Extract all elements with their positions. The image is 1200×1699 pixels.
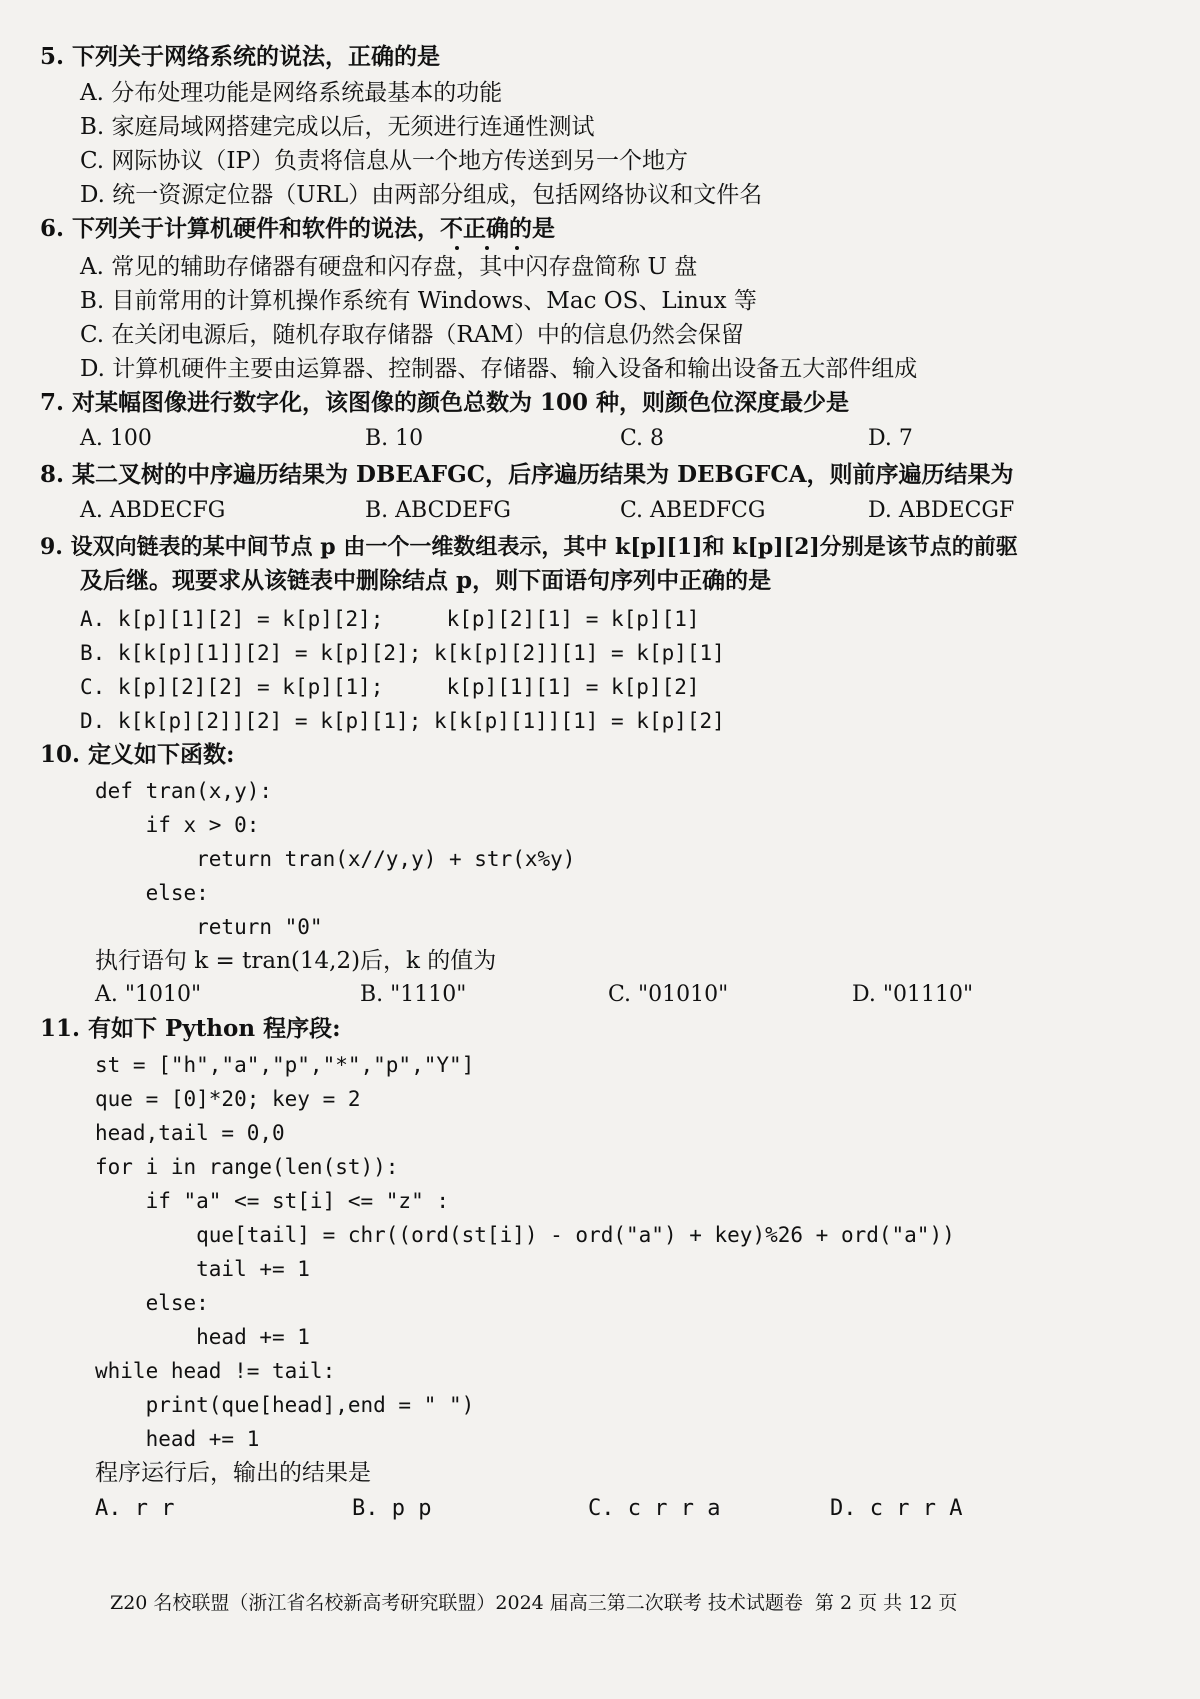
q7-option-a: A. 100: [80, 426, 152, 451]
q11-code-line: tail += 1: [95, 1257, 310, 1281]
q10-option-a: A. "1010": [95, 982, 202, 1007]
q11-code-line: st = ["h","a","p","*","p","Y"]: [95, 1053, 475, 1077]
q8-stem: 8. 某二叉树的中序遍历结果为 DBEAFGC，后序遍历结果为 DEBGFCA，则前序遍历结果为: [40, 461, 1014, 488]
q10-ask: 执行语句 k = tran(14,2)后，k 的值为: [95, 948, 497, 974]
q6-stem: 6. 下列关于计算机硬件和软件的说法，不正确的是: [40, 215, 556, 242]
q5-option-b: B. 家庭局域网搭建完成以后，无须进行连通性测试: [80, 114, 595, 140]
q11-code-line: else:: [95, 1291, 209, 1315]
q5-stem: 5. 下列关于网络系统的说法，正确的是: [40, 43, 441, 70]
emphasis-dot: [515, 246, 519, 250]
q11-stem: 11. 有如下 Python 程序段:: [40, 1015, 341, 1042]
q11-code-line: head += 1: [95, 1325, 310, 1349]
q11-ask: 程序运行后，输出的结果是: [95, 1460, 371, 1486]
q11-code-line: que = [0]*20; key = 2: [95, 1087, 361, 1111]
q9-option-d: D. k[k[p][2]][2] = k[p][1]; k[k[p][1]][1] = k[p][2]: [80, 709, 725, 733]
q11-code-line: head,tail = 0,0: [95, 1121, 285, 1145]
q9-option-a: A. k[p][1][2] = k[p][2]; k[p][2][1] = k[p][1]: [80, 607, 700, 631]
q7-option-d: D. 7: [868, 426, 913, 451]
q11-code-line: for i in range(len(st)):: [95, 1155, 399, 1179]
q5-option-c: C. 网际协议（IP）负责将信息从一个地方传送到另一个地方: [80, 148, 688, 174]
q11-option-d: D. c r r A: [830, 1496, 963, 1521]
q9-option-c: C. k[p][2][2] = k[p][1]; k[p][1][1] = k[p][2]: [80, 675, 700, 699]
q7-stem: 7. 对某幅图像进行数字化，该图像的颜色总数为 100 种，则颜色位深度最少是: [40, 389, 850, 416]
q11-code-line: if "a" <= st[i] <= "z" :: [95, 1189, 450, 1213]
q10-code-line: return tran(x//y,y) + str(x%y): [95, 847, 576, 871]
q6-option-c: C. 在关闭电源后，随机存取存储器（RAM）中的信息仍然会保留: [80, 322, 744, 348]
q11-option-c: C. c r r a: [588, 1496, 721, 1521]
q10-option-b: B. "1110": [360, 982, 467, 1007]
q8-option-d: D. ABDECGF: [868, 498, 1015, 523]
q10-option-d: D. "01110": [852, 982, 974, 1007]
q10-code-line: if x > 0:: [95, 813, 260, 837]
q7-option-c: C. 8: [620, 426, 665, 451]
q8-option-c: C. ABEDFCG: [620, 498, 766, 523]
emphasis-dot: [455, 246, 459, 250]
q10-code-line: return "0": [95, 915, 323, 939]
q6-option-b: B. 目前常用的计算机操作系统有 Windows、Mac OS、Linux 等: [80, 288, 757, 314]
q10-stem: 10. 定义如下函数:: [40, 741, 235, 768]
q10-code-line: def tran(x,y):: [95, 779, 273, 803]
q11-code-line: while head != tail:: [95, 1359, 336, 1383]
q11-code-line: print(que[head],end = " "): [95, 1393, 475, 1417]
q10-code-line: else:: [95, 881, 209, 905]
q5-option-a: A. 分布处理功能是网络系统最基本的功能: [80, 80, 503, 106]
emphasis-dot: [485, 246, 489, 250]
q11-code-line: que[tail] = chr((ord(st[i]) - ord("a") + key)%26 + ord("a")): [95, 1223, 955, 1247]
q9-stem-line1: 9. 设双向链表的某中间节点 p 由一个一维数组表示，其中 k[p][1]和 k[p][2]分别是该节点的前驱: [40, 534, 1018, 560]
q11-option-b: B. p p: [352, 1496, 432, 1521]
q5-option-d: D. 统一资源定位器（URL）由两部分组成，包括网络协议和文件名: [80, 182, 763, 208]
page-footer: Z20 名校联盟（浙江省名校新高考研究联盟）2024 届高三第二次联考 技术试题卷 第 2 页 共 12 页: [110, 1592, 958, 1614]
q6-option-d: D. 计算机硬件主要由运算器、控制器、存储器、输入设备和输出设备五大部件组成: [80, 356, 918, 382]
q6-option-a: A. 常见的辅助存储器有硬盘和闪存盘，其中闪存盘简称 U 盘: [80, 254, 698, 280]
q9-stem-line2: 及后继。现要求从该链表中删除结点 p，则下面语句序列中正确的是: [80, 567, 772, 594]
q10-option-c: C. "01010": [608, 982, 729, 1007]
q7-option-b: B. 10: [365, 426, 424, 451]
q11-code-line: head += 1: [95, 1427, 260, 1451]
q11-option-a: A. r r: [95, 1496, 175, 1521]
q8-option-b: B. ABCDEFG: [365, 498, 511, 523]
q8-option-a: A. ABDECFG: [80, 498, 226, 523]
q9-option-b: B. k[k[p][1]][2] = k[p][2]; k[k[p][2]][1] = k[p][1]: [80, 641, 725, 665]
